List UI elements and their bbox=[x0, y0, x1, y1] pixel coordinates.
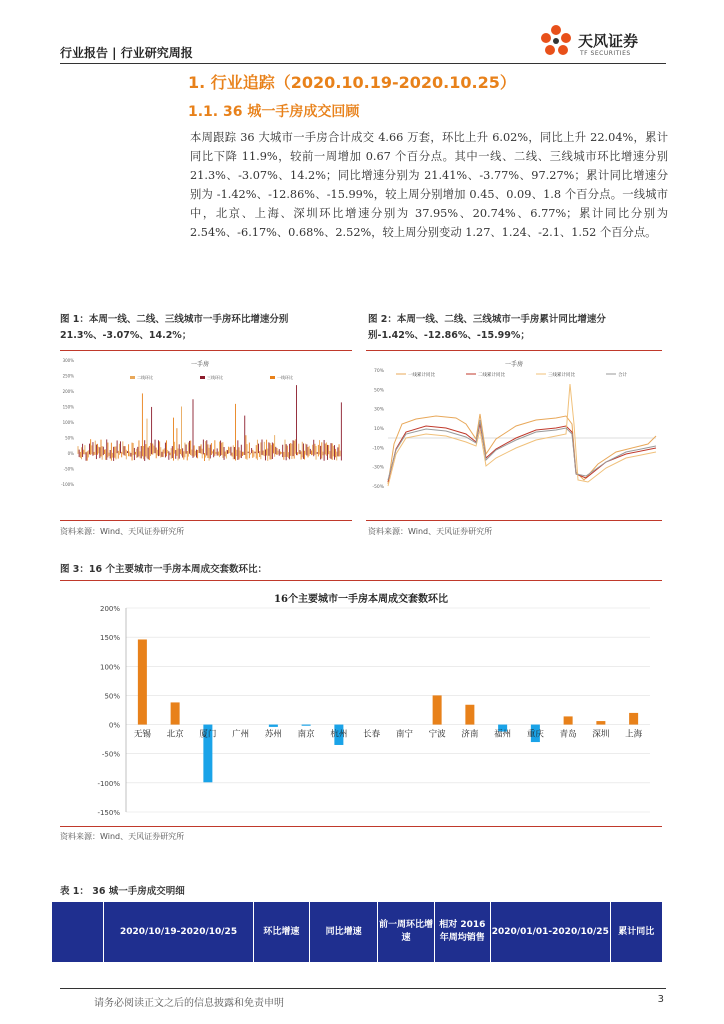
figure3-y-tick-label: 150% bbox=[99, 634, 120, 643]
header-divider bbox=[60, 63, 666, 64]
figure2-y-tick-label: 10% bbox=[373, 427, 384, 432]
figure2-caption: 图 2：本周一线、二线、三线城市一手房累计同比增速分别-1.42%、-12.86%、-15.99%； bbox=[368, 314, 606, 341]
figure2-legend-label: 合计 bbox=[618, 373, 627, 378]
table-header-cell: 环比增速 bbox=[253, 902, 309, 962]
figure3-category-label: 青岛 bbox=[559, 729, 577, 740]
section-heading: 1. 行业追踪（2020.10.19-2020.10.25） bbox=[188, 73, 516, 92]
figure3-bar bbox=[138, 639, 147, 724]
figure1-source: 资料来源：Wind、天风证券研究所 bbox=[60, 527, 185, 536]
figure2-chart bbox=[366, 354, 662, 518]
figure1-legend-swatch bbox=[130, 376, 135, 379]
figure2-y-tick-label: 50% bbox=[373, 388, 384, 394]
logo-subtitle: TF SECURITIES bbox=[580, 50, 631, 57]
figure1-legend-label: 二线环比 bbox=[137, 375, 153, 380]
figure1-y-tick-label: 100% bbox=[62, 420, 74, 425]
figure3-bottom-rule bbox=[60, 826, 662, 827]
figure3-category-label: 深圳 bbox=[592, 729, 610, 740]
figure2-legend-label: 一线累计同比 bbox=[408, 373, 435, 378]
figure2-series-total bbox=[388, 420, 656, 480]
figure3-y-tick-label: -50% bbox=[101, 750, 120, 759]
logo-name: 天风证券 bbox=[578, 32, 639, 50]
figure1-y-tick-label: 200% bbox=[62, 389, 74, 394]
table-header-cell: 前一周环比增速 bbox=[377, 902, 433, 962]
figure1-legend-label: 三线环比 bbox=[207, 375, 223, 380]
figure3-category-label: 厦门 bbox=[199, 729, 217, 740]
figure3-y-tick-label: 50% bbox=[104, 692, 120, 701]
figure3-y-tick-label: 100% bbox=[99, 663, 120, 672]
figure3-source: 资料来源：Wind、天风证券研究所 bbox=[60, 832, 185, 841]
figure2-legend-label: 二线累计同比 bbox=[478, 373, 505, 378]
figure2-legend-label: 三线累计同比 bbox=[548, 373, 575, 378]
figure2-inner-title: 一手房 bbox=[504, 361, 524, 368]
report-header-label: 行业报告 | 行业研究周报 bbox=[60, 46, 193, 60]
footer-disclaimer: 请务必阅读正文之后的信息披露和免责申明 bbox=[94, 998, 284, 1009]
figure3-category-label: 宁波 bbox=[428, 729, 446, 740]
figure2-svg bbox=[366, 354, 662, 518]
figure3-category-label: 南京 bbox=[297, 729, 315, 740]
figure2-series-tier3 bbox=[388, 384, 656, 486]
table-header-cell bbox=[52, 902, 103, 962]
figure1-y-tick-label: 50% bbox=[65, 435, 74, 441]
figure3-category-label: 重庆 bbox=[526, 729, 544, 740]
figure2-y-tick-label: 70% bbox=[373, 369, 384, 374]
figure3-category-label: 济南 bbox=[461, 729, 479, 740]
table-header-cell: 2020/10/19-2020/10/25 bbox=[103, 902, 252, 962]
figure1-y-tick-label: -100% bbox=[61, 482, 74, 487]
figure3-bar bbox=[269, 725, 278, 727]
figure3-category-label: 杭州 bbox=[330, 729, 348, 740]
figure3-category-label: 无锡 bbox=[133, 729, 151, 740]
figure3-category-label: 南宁 bbox=[395, 729, 413, 740]
figure3-top-rule bbox=[60, 580, 662, 581]
figure3-bar bbox=[171, 702, 180, 724]
table-header-cell: 同比增速 bbox=[309, 902, 377, 962]
figure3-bar bbox=[302, 725, 311, 726]
figure1-bottom-rule bbox=[60, 520, 352, 521]
figure1-top-rule bbox=[60, 350, 352, 351]
figure1-y-tick-label: 250% bbox=[62, 373, 74, 379]
page-number: 3 bbox=[657, 994, 664, 1005]
figure3-y-tick-label: -150% bbox=[97, 809, 120, 817]
figure2-source: 资料来源：Wind、天风证券研究所 bbox=[368, 527, 493, 536]
figure1-legend-swatch bbox=[200, 376, 205, 379]
figure1-y-tick-label: -50% bbox=[63, 466, 74, 472]
figure3-category-label: 北京 bbox=[166, 729, 184, 740]
figure3-category-label: 长春 bbox=[363, 729, 381, 740]
figure2-top-rule bbox=[366, 350, 662, 351]
figure1-y-tick-label: 150% bbox=[62, 404, 74, 410]
table-caption: 表 1： 36 城一手房成交明细 bbox=[60, 886, 185, 897]
company-logo bbox=[536, 22, 666, 62]
figure1-caption: 图 1：本周一线、二线、三线城市一手房环比增速分别 21.3%、-3.07%、14.2%； bbox=[60, 314, 289, 341]
figure3-bar bbox=[629, 713, 638, 725]
figure3-bar bbox=[564, 716, 573, 724]
figure3-chart-title: 16个主要城市一手房本周成交套数环比 bbox=[274, 594, 448, 605]
figure2-series-tier1 bbox=[388, 414, 656, 484]
figure3-bar bbox=[433, 695, 442, 724]
figure1-y-tick-label: 0% bbox=[67, 451, 74, 456]
table-header-cell: 2020/01/01-2020/10/25 bbox=[490, 902, 610, 962]
table-header bbox=[52, 902, 662, 962]
figure3-category-label: 苏州 bbox=[264, 729, 282, 740]
table-header-cell: 相对 2016 年周均销售 bbox=[434, 902, 490, 962]
figure3-caption: 图 3：16 个主要城市一手房本周成交套数环比： bbox=[60, 564, 267, 575]
figure1-svg bbox=[60, 354, 350, 518]
figure2-y-tick-label: 30% bbox=[373, 407, 384, 413]
logo-flower-icon bbox=[536, 22, 576, 62]
figure3-svg bbox=[60, 584, 662, 824]
figure1-legend-label: 一线环比 bbox=[277, 375, 293, 380]
subsection-heading: 1.1. 36 城一手房成交回顾 bbox=[188, 104, 360, 120]
table-header-cell: 累计同比 bbox=[610, 902, 662, 962]
figure2-bottom-rule bbox=[366, 520, 662, 521]
figure3-y-tick-label: -100% bbox=[97, 779, 120, 788]
figure3-y-tick-label: 200% bbox=[99, 605, 120, 613]
figure2-y-tick-label: -10% bbox=[372, 446, 384, 452]
figure1-inner-title: 一手房 bbox=[190, 361, 210, 368]
figure2-y-tick-label: -50% bbox=[372, 485, 384, 490]
figure3-category-label: 福州 bbox=[494, 729, 512, 740]
footer-divider bbox=[60, 988, 666, 989]
figure3-chart bbox=[60, 584, 662, 824]
figure2-y-tick-label: -30% bbox=[372, 465, 384, 471]
figure1-y-tick-label: 300% bbox=[62, 358, 74, 363]
summary-paragraph: 本周跟踪 36 大城市一手房合计成交 4.66 万套，环比上升 6.02%，同比上升 22.04%，累计同比下降 11.9%，较前一周增加 0.67 个百分点。其中一线、二线、三线城市环比增速分别 21.3%、-3.07%、14.2%；同比增速分别为 21.41%、-3.77%、97.27%；累计同比增速分别为 -1.42%、-12.86%、-15.99%，较上周分别增加 0.45、0.09、1.8 个百分点。一线城市中，北京、上海、深圳环比增速分别为 37.95%、20.74%、6.77%；累计同比分别为 2.54%、-6.17%、0.68%、2.52%，较上周分别变动 1.27、1.24、-2.1、1.52 个百分点。 bbox=[190, 131, 668, 239]
figure1-legend-swatch bbox=[270, 376, 275, 379]
figure1-chart bbox=[60, 354, 350, 518]
figure3-category-label: 上海 bbox=[625, 729, 643, 740]
figure3-bar bbox=[465, 705, 474, 725]
figure2-series-tier2 bbox=[388, 424, 656, 482]
figure3-y-tick-label: 0% bbox=[108, 721, 120, 730]
figure3-category-label: 广州 bbox=[232, 729, 250, 740]
figure3-bar bbox=[596, 721, 605, 724]
